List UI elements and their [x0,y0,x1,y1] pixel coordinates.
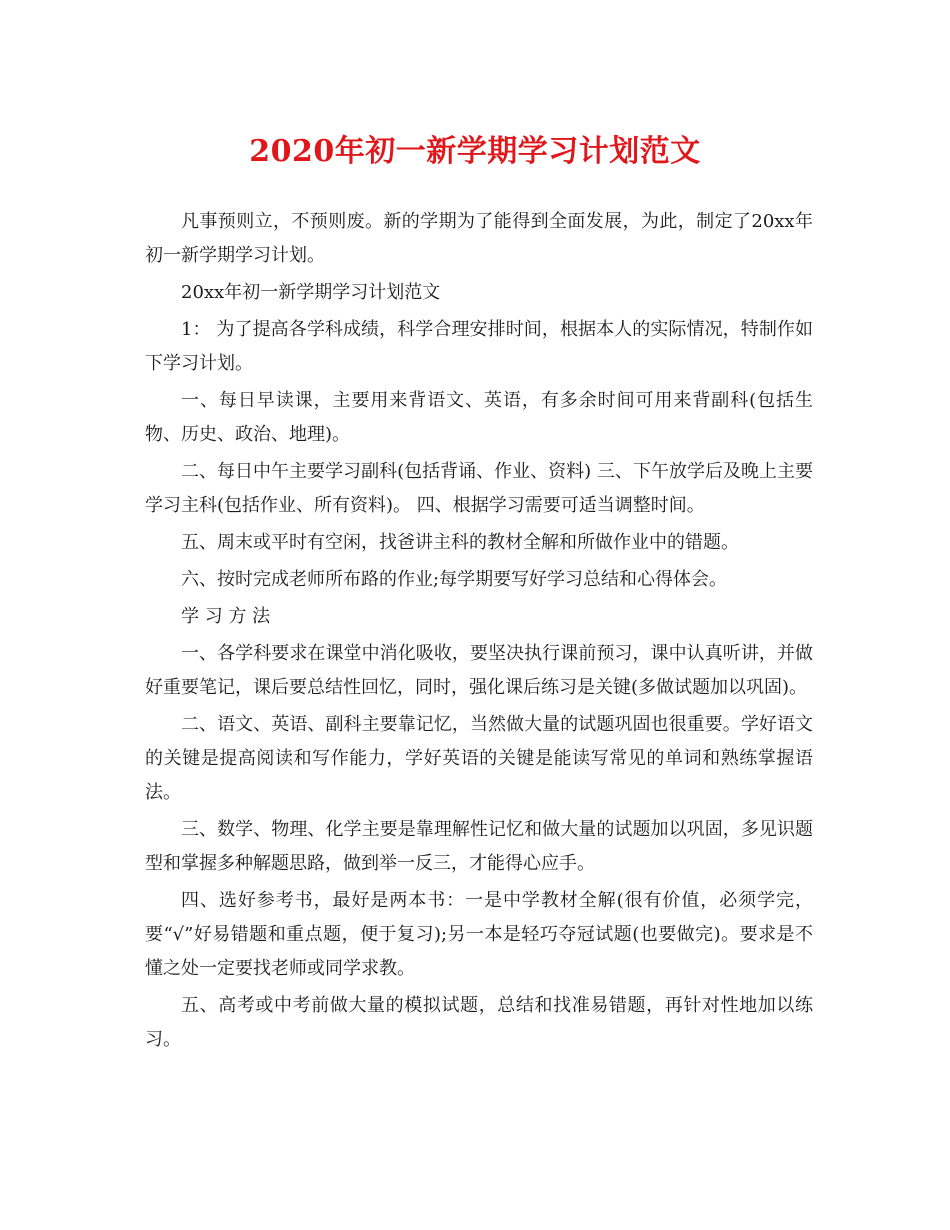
document-title: 2020年初一新学期学习计划范文 [249,134,701,169]
paragraph-plan-intro: 1： 为了提高各学科成绩，科学合理安排时间，根据本人的实际情况，特制作如下学习计划。 [145,319,813,374]
section-heading-methods: 学 习 方 法 [181,606,271,627]
paragraph-plan-item-1: 一、每日早读课，主要用来背语文、英语，有多余时间可用来背副科(包括生物、历史、政治、地理)。 [145,390,813,445]
paragraph-plan-item-5: 五、周末或平时有空闲，找爸讲主科的教材全解和所做作业中的错题。 [181,532,739,553]
paragraph-plan-item-2: 二、每日中午主要学习副科(包括背诵、作业、资料) 三、下午放学后及晚上主要学习主科(包括作业、所有资料)。 四、根据学习需要可适当调整时间。 [145,461,813,516]
paragraph-plan-item-6: 六、按时完成老师所布路的作业;每学期要写好学习总结和心得体会。 [181,569,728,590]
paragraph-method-2: 二、语文、英语、副科主要靠记忆，当然做大量的试题巩固也很重要。学好语文的关键是提高阅读和写作能力，学好英语的关键是能读写常见的单词和熟练掌握语法。 [145,714,813,803]
paragraph-method-3: 三、数学、物理、化学主要是靠理解性记忆和做大量的试题加以巩固，多见识题型和掌握多种解题思路，做到举一反三，才能得心应手。 [145,819,813,874]
paragraph-method-4: 四、选好参考书，最好是两本书：一是中学教材全解(很有价值，必须学完，要“√”好易错题和重点题，便于复习);另一本是轻巧夺冠试题(也要做完)。要求是不懂之处一定要找老师或同学求教。 [145,890,813,979]
paragraph-method-1: 一、各学科要求在课堂中消化吸收，要坚决执行课前预习，课中认真听讲，并做好重要笔记，课后要总结性回忆，同时，强化课后练习是关键(多做试题加以巩固)。 [145,643,813,698]
paragraph-method-5: 五、高考或中考前做大量的模拟试题，总结和找准易错题，再针对性地加以练习。 [145,995,813,1050]
paragraph-intro: 凡事预则立，不预则废。新的学期为了能得到全面发展，为此，制定了20xx年初一新学期学习计划。 [145,211,813,266]
paragraph-subtitle: 20xx年初一新学期学习计划范文 [181,282,441,303]
document-body [145,205,813,1060]
